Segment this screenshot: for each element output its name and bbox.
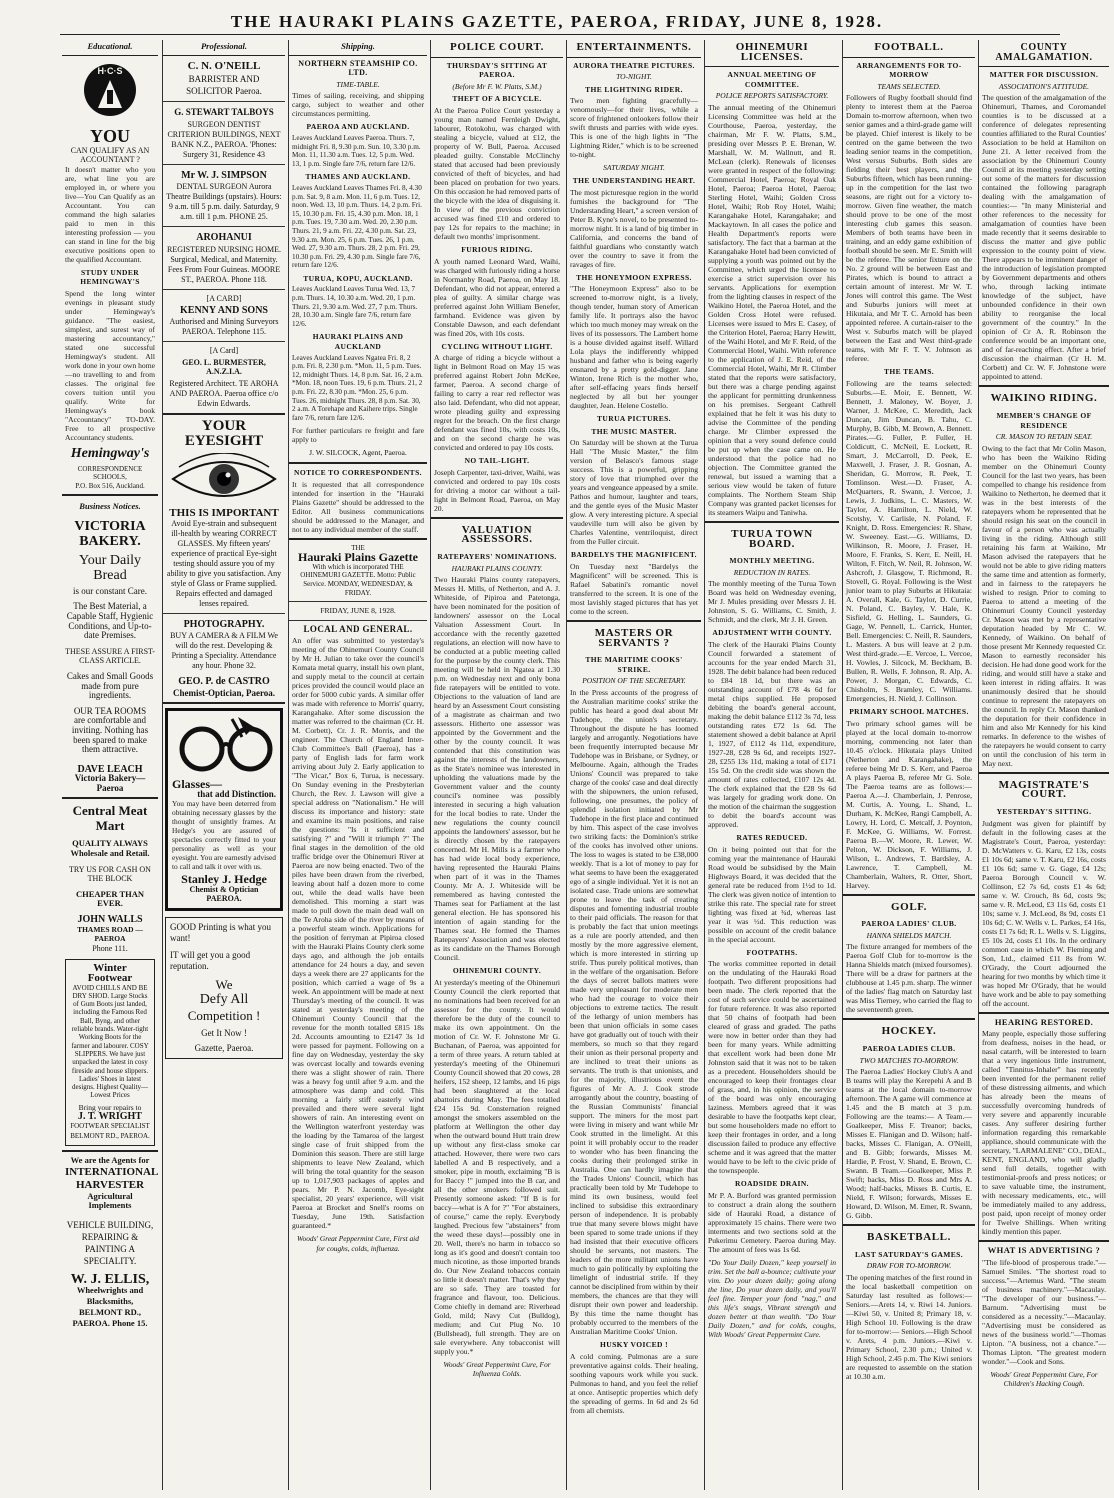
bardelys-body: On Tuesday next "Bardelys the Magnificent" will be screened. This is Rafael Sabatini's romantic novel transferred to the screen. It is one of the most lavishly staged pictures that has yet come to the screen. [570, 561, 698, 616]
amalgamation-heading: COUNTY AMALGAMATION. [979, 40, 1109, 67]
photography: PHOTOGRAPHY. [183, 618, 265, 630]
talboys-sub: SURGEON DENTIST CRITERION BUILDINGS, NEXT BANK N.Z., PAEROA. 'Phones: Surgery 31, Residence 43 [167, 119, 281, 159]
local-general-heading: LOCAL AND GENERAL. [303, 623, 413, 634]
route-hauraki: HAURAKI PLAINS AND AUCKLAND [312, 332, 404, 352]
entertainments-heading: ENTERTAINMENTS. [567, 40, 701, 58]
hemingway-sub: CORRESPONDENCE SCHOOLS, [77, 464, 143, 482]
central-meat-mart: Central Meat Mart [72, 803, 148, 834]
theft-heading: THEFT OF A BICYCLE. [452, 94, 542, 104]
amalgamation-sub: MATTER FOR DISCUSSION. [989, 70, 1099, 80]
qualify-body: It doesn't matter who you are, what line you are employed in, or where you live—You Can Qualify as an Accountant. You can command the high salaries paid to men in this interesting profession — you can stand in line for the big executive positions open to the qualified Accountant. [65, 164, 155, 264]
amalgamation-body: The question of the amalgamation of the Ohinemuri, Thames, and Coromandel counties is to be discussed at a conference of delegates representing counties affiliated to the Rural Counties' Association to be held at Hamilton on June 21. A letter received from the association by the Ohinemuri County Council at its meeting yesterday setting out some of the matters for discussion contained the following paragraph dealing with the amalgamation of counties:— "In many Ministerial and other references to the necessity for amalgamation of counties have been made recently that it seems desirable to discuss the matter and give public expression to the county point of view. There appears to be imminent danger of the introduction of legislation prompted by Government departments and others who, through lacking intimate knowledge of the subject, have unbounded confidence in their own ability to reorganise the local government of the country." In the opinion of Cr A. R. Robinson the conference would be an important one, and of far-reaching effect. After a brief discussion the chairman (Cr H. M. Corbett) and Cr. W. F. Johnstone were appointed to attend. [982, 93, 1106, 382]
eyesight-body: Avoid Eye-strain and subsequent ill-health by wearing CORRECT GLASSES. My fifteen years' experience of practical Eye-sight testing should assure you of my ability to give you satisfaction. Any style of Glass or Frame supplied. Repairs effected and damaged lenses repaired. [166, 518, 282, 608]
footwear-body: AVOID CHILLS AND BE DRY SHOD. Large Stocks of Gum Boots just landed, including the Famous Red Ball, Byng, and other reliable brands. Water-tight Working Boots for the farmer and labourer. COSY SLIPPERS. We have just unpacked the latest in cosy fireside and house slippers. Ladies' Shoes in latest designs. Highest Quality—Lowest Prices [71, 983, 149, 1100]
arohanui-sub: REGISTERED NURSING HOME. Surgical, Medical, and Maternity. Fees From Four Guineas. MOORE ST., PAEROA. Phone 118. [167, 244, 281, 284]
walls-addr: THAMES ROAD — PAEROA [77, 924, 143, 944]
magistrate-sub: YESTERDAY'S SITTING. [996, 806, 1092, 816]
tea-rooms: OUR TEA ROOMS [73, 705, 147, 716]
primary-heading: PRIMARY SCHOOL MATCHES. [849, 706, 969, 716]
turua-sub: MONTHLY MEETING. [729, 556, 815, 566]
hemingway-name: Hemingway's [70, 445, 150, 461]
defy-all: Defy All [199, 992, 249, 1008]
waikino-heading: WAIKINO RIDING. [990, 392, 1098, 405]
timetable-heading: TIME-TABLE. [336, 79, 380, 89]
golf-heading: GOLF. [891, 900, 927, 913]
issue-date: FRIDAY, JUNE 8, 1928. [320, 606, 396, 616]
ellis-sub: Wheelwrights and Blacksmiths, BELMONT RD., PAEROA. Phone 15. [72, 1284, 148, 1328]
licenses-body: The annual meeting of the Ohinemuri Licensing Committee was held at the Courthouse, Paeroa, yesterday, the chairman, Mr F. W. Platts, S.M., presiding over Messrs P. E. Brenan, W. Marshall, W. M. Wallnutt, and R. McLean (clerk). Renewals of licenses were granted in respect of the following: Commercial Hotel, Paeroa; Royal Oak Hotel, Paeroa; Paeroa Hotel, Paeroa; Sterling Hotel, Waihi; Golden Cross Hotel, Waihi; Rob Roy Hotel, Waihi; Karangahake Hotel, Karangahake; and Mackaytown. In all cases the police and Health Department's reports were satisfactory. The fact that a barman at the Karangahake Hotel had been convicted of supplying a youth was pointed out by the Committee, which urged the licensee to exercise a strict supervision over his servants. Applications for exemption from the lighting clauses in respect of the Waikino Hotel, the Paeroa Hotel, and the Golden Cross Hotel were refused. Licenses were issued to Mrs E. Casey, of the Criterion Hotel, Paeroa; Harry Hewitt, of the Waihi Hotel, and Mr F. Reid, of the Commercial Hotel, Waihi. With reference to the application of J. E. Reid, of the Commercial Hotel, Waihi, Mr R. Climber stated that the reports were satisfactory, but there was a charge pending against the applicant for permitting drunkenness on his premises. Sergeant Cathrell explained that he felt it was his duty to advise the Committee of the pending charge. Mr Climber expressed the opinion that a very sound defence could be put up when the case came on. He understood that the police had no objection. The Committee granted the renewal, but issued a warning that a serious view would be taken of future complaints. The Northern Steam Ship Company was granted packet licenses for its steamers Waipu and Taniwha. [708, 102, 836, 517]
rates-body: On it being pointed out that for the coming year the maintenance of Hauraki Road would be subsidised by the Main Highways Board, it was decided that the general rate be reduced from 1½d to 1d. The clerk was given notice of intention to strike this rate. The special rate for street lighting was fixed at ¾d, whereas last year it was ½d. This reduction was possible on account of the credit balance in the special account. [708, 844, 836, 944]
tail-heading: NO TAIL-LIGHT. [464, 456, 530, 466]
valuation-heading: VALUATION ASSESSORS. [461, 523, 533, 546]
honeymoon-heading: THE HONEYMOON EXPRESS. [576, 272, 692, 282]
route-thames: THAMES AND AUCKLAND. [305, 172, 411, 182]
get-it-now: Get It Now ! [201, 1027, 247, 1038]
roadside-heading: ROADSIDE DRAIN. [735, 1179, 809, 1189]
materials: The Best Material, a Capable Staff, Hygienic Conditions, and Up-to-date Premises. [66, 601, 154, 641]
ns-heading: NORTHERN STEAMSHIP CO. LTD. [298, 58, 418, 78]
walls-phone: Phone 111. [92, 943, 128, 953]
kenny-sub: Authorised and Mining Surveyors PAEROA. Telephone 115. [169, 317, 279, 337]
furious-body: A youth named Leonard Ward, Waihi, was charged with furiously riding a horse in Normanby Road, Paeroa, on May 18. Defendant, who did not appear, entered a plea of guilty. A similar charge was preferred against John William Benefer, farmhand. Evidence was given by Constable Dawson, and each defendant was fined 20s, with 10s costs. [434, 256, 560, 338]
schedule-paeroa: Leaves Auckland Leaves Paeroa. Thurs. 7, midnight Fri. 8, 9.30 p.m. Sun. 10, 3.30 p.m. Mon. 11, 11.30 a.m. Tues. 12, 5 p.m. Wed. 13, 1 p.m. Single fare 7/6, return fare 12/6. [292, 133, 421, 168]
cycling-heading: CYCLING WITHOUT LIGHT. [441, 341, 553, 351]
tonight: TO-NIGHT. [616, 72, 652, 82]
ns-body: Times of sailing, receiving, and shipping cargo, subject to weather and other circumstances permitting. [292, 91, 424, 119]
valuation-sub: RATEPAYERS' NOMINATIONS. [437, 551, 557, 561]
golf-sub2: HANNA SHIELDS MATCH. [866, 930, 952, 940]
masthead: THE HAURAKI PLAINS GAZETTE, PAEROA, FRIDAY, JUNE 8, 1928. [230, 12, 884, 31]
column-2 [162, 40, 285, 1490]
turua-body: The monthly meeting of the Turua Town Board was held on Wednesday evening, Mr J. Mules presiding over Messrs J. H. Johnston, S. G. Williams, C. Smith, J. Schmidt, and the clerk, Mr J. H. Green. [708, 579, 836, 625]
masters-sub: THE MARITIME COOKS' STRIKE. [585, 655, 683, 674]
columns [62, 40, 1110, 1492]
basketball-sub: LAST SATURDAY'S GAMES. [854, 1249, 964, 1259]
spectacles-icon [172, 715, 280, 777]
husky-body: A cold coming. Pulmonas are a sure preventative against colds. Their healing, soothing vapours work while you suck. Pulmonas to hand, and you feel the relief at once. Antiseptic properties which defy the spreading of germs. In 6d and 2s 6d from all chemists. [570, 1351, 698, 1415]
printing-line-2: IT will get you a good reputation. [170, 949, 251, 971]
golf-sub: PAEROA LADIES' CLUB. [861, 919, 957, 929]
advertising-body: "The life-blood of prosperous trade."—Samuel Smiles. "The shortest road to success."—Artemus Ward. "The steam of business machinery."—Macaulay. "The developer of our business."—Barnum. "Advertising must be considered as a necessity."—Macaulay. "Advertising must be considered as news of the business world."—Thomas Lipton. "A business, not a chance."—Thomas Lipton. "The greatest modern wonder."—Cook and Sons. [982, 1257, 1106, 1366]
police-before: (Before Mr F. W. Platts, S.M.) [452, 81, 542, 91]
daily-bread: Your Daily Bread [79, 552, 141, 583]
printing-line-1: GOOD Printing is what you want! [170, 921, 271, 943]
route-paeroa: PAEROA AND AUCKLAND. [306, 122, 410, 132]
music-master-heading: THE MUSIC MASTER. [591, 426, 677, 436]
notice-body: It is requested that all correspondence intended for insertion in the "Hauraki Plains Gazette" should be addressed to the Editor. All business communications should be addressed to the Manager, and not to any individual member of the staff. [292, 479, 424, 534]
burmester: GEO. L. BURMESTER, A.N.Z.I.A. [182, 357, 266, 377]
hearing-body: Many people, especially those suffering from deafness, noises in the head, or nasal catarrh, will be interested to learn that a very ingenious little instrument, called "Tinnitus-Inhaler" has recently been invented for the permanent relief of these distressing ailments, and which has already been the means of successfully overcoming hundreds of very severe and apparently incurable cases. Any sufferer desiring further information regarding this remarkable appliance, should communicate with the secretary, "LARMALENE" CO., DEAL, KENT, ENGLAND, who will gladly send full details, together with testimonial-proofs and press notices; or to save valuable time, the instrument, with necessary medicaments, etc., will be immediately mailed to any address, post paid, upon receipt of money order for Twelve Shillings. When writing kindly mention this paper. [982, 1029, 1107, 1237]
teams-selected: TEAMS SELECTED. [877, 81, 941, 91]
route-turua: TURUA, KOPU, AUCKLAND. [303, 273, 413, 283]
column-1 [62, 40, 158, 1490]
rider-heading: THE LIGHTNING RIDER. [585, 84, 683, 94]
magistrate-body: Judgment was given for plaintiff by default in the following cases at the Magistrate's Court, Paeroa, yesterday: D. McWatters v. G. Karu, £2 13s, costs £1 10s 6d; same v. T. Karu, £2 16s, costs £1 10s 6d; same v. G. Gage, £4 12s; Paeroa Borough Council v. W. Collinson, £2 7s 6d, costs £1 4s 6d; same v. W. Crouch, 8s 6d, costs 9s; same v. R. McLeod, £3 11s 6d, costs £1 10s; same v. J. McLeod, 8s 9d, costs £1 10s 6d; C. W. Wells v. L. Parkes, £4 16s, costs £1 7s 6d; R. L. Wells v. S. Liggins, £5 10s 2d, costs £1 10s. In the ordinary common case in which W. Fleming and Son, Ltd., claimed £11 8s from W. O'Grady, the Court adjourned the hearing for two months by which time it was hoped Mr O'Grady, that he would have work and be able to pay something off the account. [982, 818, 1106, 1008]
column-5 [566, 40, 701, 1490]
talboys: G. STEWART TALBOYS [174, 107, 274, 118]
daily-bread-sub: is our constant Care. [73, 585, 147, 596]
hockey-sub2: TWO MATCHES TO-MORROW. [859, 1055, 959, 1065]
column-3 [288, 40, 427, 1490]
basketball-body: The opening matches of the first round in the local basketball competition on Saturday last resulted as follows:— Seniors.—Arets 14, v. Riwi 14. Juniors.—Kiwi 50, v. United 8; Primary 18, v. High School 10. Following is the draw for to-morrow:— Seniors.—High School v. Arets, 4 p.m. Juniors.—Kiwi v. Primary School, 2.30 p.m.; United v. High School, 2.45 p.m. The Kiwi seniors are requested to assemble on the station at 10.30 a.m. [846, 1272, 972, 1381]
primary-body: Two primary school games will be played at the local domain to-morrow morning, commencing not later than 10.45 o'clock. Hikutaia plays United (Netherton and Karangahake), the referee being Mr D. S. Kerr, and Paeroa A plays Paeroa B, referee Mr G. Sole. The Paeroa teams are as follows:— Paeroa A.—J. Chamberlain, J. Penrose, M. Curtis, A. Young, L. Shand, L. Durham, K. McKee, Rangi Campbell, A. Lowry, H. Lord, C. Metcalf, J. Poynton, F. McKee, G. Williams, W. Forrest. Paeroa B.—W. Moore, R. Lewer, W. Pelton, W. Dickson, F. Williams, J. Wilson, L. Andrews, T. Bardsley, A. Lawrence, T. Campbell, M. Chamberlain, Walters, R. Otter, Short, Harvey. [846, 718, 972, 890]
repairs: Bring your repairs to [78, 1102, 142, 1112]
simpson: Mr W. J. SIMPSON [181, 169, 267, 181]
glasses-body: You may have been deterred from obtaining necessary glasses by the thought of unsightly frames. At Hedge's you are assured of spectacles correctly fitted to your personality as well as your eyesight. You are earnestly advised to call and talk it over with us. [172, 799, 276, 872]
oneill: C. N. O'NEILL [187, 59, 261, 72]
printing-ad [165, 917, 283, 1059]
arohanui: AROHANUI [196, 232, 252, 244]
further-particulars: For further particulars re freight and fare apply to [292, 426, 424, 445]
footpaths-body: The works committee reported in detail on the undulating of the Hauraki Road footpath. Two different propositions had been made. The clerk reported that the cost of such service could be ascertained for future reference. It was also reported that 50 chains of footpath had been cleared of grass and graded. The paths were now in better order than they had been for many years. While admitting that excellent work had been done Mr Johnston said that it was not to be taken as a precedent. Householders should be encouraged to keep their frontages clear of grass, and, in his opinion, the service of the board was only encouraging laziness. Members agreed that it was desirable to have the footpaths kept clear, but some householders made no effort to keep their frontages in order, and a long discussion failed to produce any effective scheme and it was agreed that the matter would have to be left to the civic pride of the townspeople. [708, 959, 836, 1176]
hockey-heading: HOCKEY. [881, 1025, 937, 1038]
local-general-body: An offer was submitted to yesterday's meeting of the Ohinemuri County Council by Mr H. Julian to take over the council's Komata metal quarry, install his own plant, and supply metal to the council at certain prices provided the council would place an order for 5000 cubic yards. A similar offer was made with reference to Morris' quarry, Karangahake. After some discussion the matter was referred to the chairman (Cr. H. M. Corbett), Cr. J. R. Morris, and the engineer. The Church of England Inter-Club Committee's Ball (Paeroa), has a party of English lads for farm work arriving about July 2. Early application to "The Vicar," Box 6, Turua, is necessary. On Sunday evening in the Presbyterian Church, the Rev. J. Lawson will give a special address on "Nationalism." He will discuss its importance and history: state and examine its main positions, and raise the questions: "Is it sufficient and satisfying ?" and "Will it triumph ?" The final stages in the demolition of the old traffic bridge over the Ohinemuri River at Paeroa are now being enacted. Two of the piles have been drawn from the riverbed, leaving about half a dozen more to come out, while the dead walls have been demolished. This morning a start was made to pull down the main dead wall on the Te Aroha side of the river by means of a powerful steam winch. Applications for the position of ferryman at Pipiroa closed with the Hauraki Plains County clerk some days ago, and although the job entails attendance for 24 hours a day, and seven days a week there are 27 applicants for the position, which carried a wage of 9s a week. An appointment will be made at next Thursday's meeting of the council. It was stated at yesterday's meeting of the Ohinemuri County Council that the revenue for the month totalled £815 18s 2d. Accounts amounting to £2147 3s 1d were passed for payment. Following on a fine day on Wednesday, yesterday the sky was overcast locally and towards evening there was a slight shower of rain. There was a heavy fog until after 9 a.m. and the atmosphere was damp and cold. This morning a fairly stiff easterly wind prevailed and there were several light showers of rain. An interesting event on the Wellington waterfront yesterday was the loading by the Tamaroa of the largest single case of fruit shipped from the Dominion this season. There are still large shipments to leave New Zealand, which will bring the total quantity for the season up to 1,017,903 packages of apples and pears. Mr P. N. Jacomb, Eye-sight specialist, 20 years' experience, will visit Paeroa at Brocket and Snell's rooms on Tuesday, June 19th. Satisfaction guaranteed.* [292, 636, 425, 1231]
study-heading: STUDY UNDER HEMINGWAY'S [80, 267, 140, 287]
rates-heading: RATES REDUCED. [736, 832, 808, 842]
wholesale: Wholesale and Retail. [70, 848, 150, 859]
column-7 [842, 40, 975, 1490]
hearing-heading: HEARING RESTORED. [994, 1016, 1094, 1027]
furious-heading: FURIOUS RIDING. [461, 244, 533, 254]
agri: Agricultural Implements [87, 1190, 133, 1211]
tail-body: Joseph Carpenter, taxi-driver, Waihi, was convicted and ordered to pay 10s costs for driving a motor car without a tail-light in Belmont Road, Paeroa, on May 20. [434, 467, 560, 513]
basketball-heading: BASKETBALL. [867, 1231, 951, 1244]
licenses-sub2: POLICE REPORTS SATISFACTORY. [715, 91, 829, 101]
hcs-logo-icon [77, 60, 143, 122]
the-label: THE [351, 543, 365, 552]
husky-heading: HUSKY VOICED ! [600, 1339, 668, 1349]
bardelys-heading: BARDELYS THE MAGNIFICENT. [571, 550, 697, 560]
turua-sub2: REDUCTION IN RATES. [733, 567, 811, 577]
cheaper: CHEAPER THAN EVER. [75, 888, 145, 909]
woods-ad-8: Woods' Great Peppermint Cure, For Children's Hacking Cough. [990, 1369, 1098, 1389]
burmester-sub: Registered Architect. TE AROHA AND PAEROA. Paeroa office c/o Edwin Edwards. [169, 378, 279, 408]
paper-sub: With which is incorporated THE OHINEMURI GAZETTE. Motto: Public Service. MONDAY, WEDNESDAY, & FRIDAY. [300, 562, 416, 597]
vehicle: VEHICLE BUILDING, REPAIRING & PAINTING A SPECIALITY. [66, 1219, 154, 1266]
agents: We are the Agents for [70, 1155, 150, 1166]
daily-dozen: "Do Your Daily Dozen," keep yourself in trim. Set the ball a-bounce; cultivate your vim. Do your dozen daily; going along the line, Do your dozen daily, and you'll feel fine. Temper your fond "nag," and this life's snags, Vibrant strength and dozen better at than wealth. "Do Your Daily Dozen," and for colds, coughs, With Woods' Great Peppermint Cure. [708, 1257, 836, 1339]
column-4 [430, 40, 563, 1490]
quality: QUALITY ALWAYS [72, 838, 148, 849]
honeymoon-body: "The Honeymoon Express" also to be screened to-morrow night, is a lively, though tender, human story of American family life. It portrays also the havoc which too much money may wreak on the lives of its possessors. The Lambert home is a house divided against itself. Willard Lola plays the indifferently whipped husband and father who is being eagerly ensnared by a pretty gold-digger. Jane Winton, Irene Rich is the mother who, after self-effacing years finds herself neglected by all but her younger daughter, Jean. Helene Costello. [570, 284, 698, 411]
this-is-important: THIS IS IMPORTANT [169, 506, 279, 519]
qualify-heading: CAN QUALIFY AS AN ACCOUNTANT ? [70, 145, 150, 165]
hemingway-addr: P.O. Box 516, Auckland. [75, 481, 145, 490]
music-master-body: On Saturday will be shown at the Turua Hall "The Music Master," the film version of Belasco's famous stage success. This is a powerful, gripping story of love that triumphed over the years and vengeance appeased by a smile. Pathos and humour, laughter and tears, and the gentle eyes of the Music Master glow. A very interesting picture. A special vaudeville turn will also be given by Charles Valentine, ventriloquist, direct from the Fuller circuit. [570, 438, 698, 547]
police-court-heading: POLICE COURT. [431, 40, 563, 58]
ellis: W. J. ELLIS, [70, 1271, 150, 1287]
woods-ad-3: Woods' Great Peppermint Cure, First aid for coughs, colds, influenza. [297, 1234, 419, 1253]
footpaths-heading: FOOTPATHS. [746, 947, 798, 957]
waikino-sub2: CR. MASON TO RETAIN SEAT. [995, 432, 1093, 442]
leach-sub: Victoria Bakery—Paeroa [74, 773, 146, 793]
woods-ad-4: Woods' Great Peppermint Cure, For Influenza Colds. [443, 1359, 551, 1379]
glasses-ad [165, 708, 283, 911]
competition: Competition ! [187, 1008, 261, 1024]
schedule-hauraki: Leaves Auckland Leaves Ngatea Fri. 8, 2 p.m. Fri. 8, 2.30 p.m. *Mon. 11, 5 p.m. Tues. 12, midnight Thurs. 14, 8 p.m. Sat. 16, 2 a.m. *Mon. 18, noon Tues. 19, 6 p.m. Thurs. 21, 2 p.m. Fri. 22, 8.30 p.m. *Mon. 25, 6 p.m. Tues. 26, midnight Thurs. 28, 8 p.m. Sat. 30, 2 a.m. A Torehape and Kaihere trips. Single fare 7/6, return fare 12/6. [292, 353, 423, 422]
football-sub: ARRANGEMENTS FOR TO-MORROW [856, 60, 962, 80]
de-castro: GEO. P. de CASTRO [178, 676, 270, 688]
licenses-heading: OHINEMURI LICENSES. [705, 40, 839, 67]
card-label: [A CARD] [206, 293, 242, 303]
advertising-heading: WHAT IS ADVERTISING ? [987, 1245, 1101, 1256]
hedge: Stanley J. Hedge [181, 872, 267, 887]
hcs-logo-text: H·C·S [97, 65, 123, 76]
column-6 [704, 40, 839, 1490]
notice-heading: NOTICE TO CORRESPONDENTS. [294, 467, 422, 477]
amalgamation-sub2: ASSOCIATION'S ATTITUDE. [998, 81, 1090, 91]
roadside-body: Mr P. A. Burford was granted permission to construct a drain along the southern side of Hauraki Road, a distance of approximately 15 chains. There were two interments and two sections sold at the Pukerimu Cemetery. Paeroa during May. The amount of fees was 1s 6d. [708, 1190, 836, 1254]
valuation-body: Two Hauraki Plains county ratepayers, Messrs H. Mills, of Netherton, and A. J. Whiteside, of Pipiroa and Patetonga, have been nominated for the position of landowners' assessor on the Local Valuation Assessment Court. In accordance with the recently gazetted regulations, an election will now have to be conducted at a public meeting called for the purpose by the county clerk. This meeting will be held in Ngatea at 1.30 p.m. on Wednesday next and only bona fide ratepayers will be entitled to vote. Objections to the valuation of land are heard by an Assessment Court consisting of a magistrate as chairman and two assessors. Hitherto one assessor was appointed by the Government and the other by the county council. It was contended that this constitution was against the interests of the landowners, as the State's nominee was interested in upholding the valuations made by the Government valuer and the county council's nominee was possibly interested in securing a high valuation for the local bodies to rate. Under the new regulations the county council appoints the landowners' assessor, but he is directly chosen by the ratepayers concerned. Mr H. Mills is a farmer who has had wide local body experience, having represented the Hauraki Plains when part of it was in the Thames County. Mr A. J. Whiteside will be remembered as having contested the Thames seat for Parliament at the last general election. He has sponsored his intention of again standing for the Thames seat. He formed the Thames Ratepayers' Association and was elected as its candidate on the Thames Borough Council. [434, 575, 560, 963]
winter-footwear: Winter Footwear [87, 962, 133, 984]
victoria-bakery: VICTORIA BAKERY. [74, 518, 146, 549]
turua-heading: TURUA TOWN BOARD. [731, 527, 813, 550]
simpson-sub: DENTAL SURGEON Aurora Theatre Buildings (upstairs). Hours: 9 a.m. till 5 p.m. daily. Saturday, 9 a.m. till 1 p.m. PHONE 25. [166, 182, 282, 222]
hockey-body: The Paeroa Ladies' Hockey Club's A and B teams will play the Kerepehi A and B teams at the local domain to-morrow afternoon. The A game will commence at 1.45 and the B match at 3 p.m. Following are the teams:— A Team.—Goalkeeper, Miss F. Treanor; backs, Misses E. Flanigan and D. Wilson; half-backs, Misses C. Flanigan, A. O'Neill, and B. Gibb; forwards, Misses M. Hardie, P. Frost, V. Shand, E. Brown, C. Swann. B Team.—Goalkeeper, Miss P. Swift; backs, Miss D. Ross and Mrs A. Wood; half-backs, Misses B. Curtis, E. Nield, F. Wilson; forwards, Misses E. Howard, D. Wilson, M. Emer, R. Swann, G. Gibb. [846, 1067, 972, 1221]
section-educational: Educational. [62, 40, 158, 56]
oneill-sub: BARRISTER AND SOLICITOR Paeroa. [186, 74, 262, 97]
study-body: Spend the long winter evenings in pleasant study under Hemingway's guidance. "The easiest, simplest, and surest way of mastering accountancy," stated one successful Hemingway's student. All work done in your own home—no travelling to and from classes. The original fee covers tuition until you qualify. Write for Hemingway's book "Accountancy" TO-DAY. Free to all prospective Accountancy students. [65, 288, 155, 442]
we: We [215, 976, 233, 992]
masthead-rule [60, 34, 1060, 35]
football-body: Followers of Rugby football should find plenty to interest them at the Paeroa Domain to-morrow afternoon, when two senior games and a third-grade game will be played. Chief interest is likely to be centred on the game between the two leading senior teams in the competition, West versus Suburbs. Both sides are fielding their best players, and the Suburbs fifteen, which has been running-up in the competition for the last two seasons, are right out for a victory to-morrow. Given fine weather, the match should prove to be one of the most interesting club games this season. Members of both teams have been in training, and an eddy game exhibition of football should be seen. Mr E. Smith will be the referee. The senior fixture on the No. 2 ground will be between East and Pirates, which is bound to attract a certain amount of interest. Mr W. T. Jones will control this game. The West and Suburbs juniors will meet at Hikutaia, and Mr T. C. Arnold has been appointed referee. A curtain-raiser to the West v. Suburbs match will be played between the East and West third-grade teams, with Mr F. T. V. Johnson as referee. [846, 93, 972, 364]
masters-heading: MASTERS OR SERVANTS ? [594, 626, 674, 649]
wright-sub: FOOTWEAR SPECIALIST BELMONT RD., PAEROA. [70, 1121, 150, 1140]
basketball-sub2: DRAW FOR TO-MORROW. [866, 1261, 952, 1271]
ohinemuri-heading: OHINEMURI COUNTY. [452, 966, 542, 976]
silcock: J. W. SILCOCK, Agent, Paeroa. [309, 448, 407, 458]
paper-title: Hauraki Plains Gazette [298, 550, 418, 565]
you-heading: YOU [90, 125, 130, 146]
kenny: KENNY AND SONS [180, 304, 268, 316]
magistrate-heading: MAGISTRATE'S COURT. [998, 778, 1090, 801]
understanding-body: The most picturesque region in the world furnishes the background for "The Understanding Heart," a screen version of Peter B. Kyne's novel, to be presented to-morrow night. It is a land of big timber in California, and concerns the band of faithful guardians who constantly watch over the country to save it from the ravages of fire. [570, 187, 698, 269]
de-castro-sub: Chemist-Optician, Paeroa. [172, 687, 276, 698]
theft-body: At the Paeroa Police Court yesterday a young man named Fernleigh Dwight, labourer, Rotokohu, was charged with stealing a bicycle, valued at £12, the property of W. Bull, Paeroa. Accused pleaded guilty. Constable McClinchy stated that accused had been previously convicted of theft of bicycles, and had been placed on probation for two years. On this occasion he had removed parts of the bicycle with the idea of disguising it. In view of the previous conviction accused was fined £10 and ordered to pay 12s for repairs to the machine; in default two months' imprisonment. [434, 105, 560, 241]
hedge-sub: Chemist & Optician PAEROA. [189, 884, 259, 904]
photography-body: BUY A CAMERA & A FILM We will do the rest. Developing & Printing a Speciality. Attendance any hour. Phone 32. [170, 631, 278, 671]
saturday: SATURDAY NIGHT. [603, 163, 665, 173]
dave-leach: DAVE LEACH [77, 763, 143, 775]
column-8 [978, 40, 1109, 1490]
football-heading: FOOTBALL. [843, 40, 975, 58]
your-eyesight: YOUR EYESIGHT [184, 417, 264, 449]
ohinemuri-body: At yesterday's meeting of the Ohinemuri County Council the clerk reported that no nominations had been received for an assessor for the county. It would therefore be the duty of the council to make its own appointment. On the motion of Cr. W. F. Johnstone Mr G. Buchanan, of Paeroa, was appointed for a term of three years. A return tabled at yesterday's meeting of the Ohinemuri County Council showed that 20 cows, 28 heifers, 152 sheep, 12 lambs, and 16 pigs had been slaughtered at the local abattoirs during May. The fees totalled £24 15s 9d. Consternation reigned amongst the smokers assembled on the platform at Wellington the other day when the outward bound Hutt train drew up without any first-class smoke car attached. However, there were two cars labelled A and B respectively, and a smoker, pipe in mouth, exclaiming "B is for Baccy !" jumped into the B car, and all the other smokers followed suit. Presently someone asked: "If B is for baccy—what is A for ?" "For abstainers, of course," came the reply. Everybody laughed. Precious few "abstainers" from the weed these days!—possibly one in 20. Well, there's no harm in tobacco so long as it's good and doesn't contain too much nicotine, as those imported brands do. Our New Zealand tobaccos contain so little it doesn't matter. That's why they are so safe. They are toasted for fragrance and flavour, too. Delicious. Come chiefly in demand are: Riverhead Gold, mild; Navy Cut (Bulldog), medium; and Cut Plug No. 10 (Bullshead), full strength. They are on sale everywhere. Any tobacconist will supply you.* [434, 977, 560, 1356]
gazette-paeroa: Gazette, Paeroa. [194, 1043, 254, 1054]
masters-body: In the Press accounts of the progress of the Australian maritime cooks' strike the public has heard a good deal about Mr Tudehope, the union's secretary. Throughout the dispute he has loomed largely and arrogantly. Negotiations have been frequently interrupted because Mr Tudehope was in Brisbane, or Sydney, or Melbourne. Again, although the Trades Unions' Council was prepared to take charge of the cooks' case and deal directly with the shipowners, the union refused, following, one presumes, the policy of splendid isolation initiated by Mr Tudehope in the first place and continued by him. This aspect of the case involves two striking facts: the Dominion's strike of the cooks has involved other unions. The loss to wages is stated to be £38,000 weekly. That is a lot of money to pay for what seems to have been the exaggerated ego of a single individual. Yet it is not an isolated case. Trade unions are somewhat prone to leave the task of creating disputes and fomenting industrial trouble to their paid officials. The reason for that is probably the fact that union meetings as a rule are poorly attended, and then mostly by the more aggressive element, which is more interested in stirring up strife. Thus purely political motives, than in the welfare of the organisation. Before the days of secret ballots matters were made very unpleasant for moderate men who had the courage to voice their objections to extreme tactics. The result of the lethargy of union members has been that union officials in some cases have got gradually out of touch with their members, so much so that they regard their union as their personal property and are inclined to treat their unions as servants. The truth is that unionists, and for the majority, illustrious event the figures of Mr A. J. Cook strode arrogantly about the country, boasting of the Russian Communists' financial support. The miners for the most part were living in misery and want while Mr Cook strutted in the limelight. At this point it will probably occur to the reader to wonder who has been financing the cooks during their prolonged strike in Australia. One can hardly imagine that the Trades Unions' Council, which has practically been told by Mr Tudehope to mind its own business, would feel inclined to subsidise this extraordinary person of independence. It is probably true that many severe blows might have been spared to some trade unions if they had insisted that their executive officers should be servants, not masters. The leaders of the more militant unions have much to gain politically by exploiting the limelight of industrial strife. If they cannot be disciplined from within by their members, the chances are that they will disrupt their own power and leadership. By this time the name thought has probably occurred to the members of the Australian Maritime Cooks' Union. [570, 687, 698, 1336]
wright: J. T. WRIGHT [78, 1111, 142, 1123]
tea-body: are comfortable and inviting. Nothing has been spared to make them attractive. [71, 715, 149, 755]
the-teams-heading: THE TEAMS. [883, 367, 935, 377]
waikino-body: Owing to the fact that Mr Colin Mason, who has been the Waikino Riding member on the Ohinemuri County Council for the last two years, has been compelled to change his residence from Waikino to Netherton, he deemed that it was in the best interests of the ratepayers whom he represented that he should resign his seat on the council in favour of a person who was actually living in the riding. Although still retaining his farm at Waikino, Mr Mason advised the ratepayers that he would not be able to give riding matters the same time and attention as formerly, and in fairness to the ratepayers he wished to resign. Prior to coming to Paeroa to attend a meeting of the Ohinemuri County Council yesterday Cr. Mason was met by a representative deputation headed by Mr C. W. Kennedy, of Waikino. On behalf of those present Mr Kennedy requested Cr. Mason to earnestly reconsider his decision. He had done good work for the riding, and would still have a stake and keen interest in riding affairs. It was unanimously desired that he should continue to represent the ratepayers on the council. In reply Cr. Mason thanked the deputation for their confidence in him and also Mr Kennedy for his kind remarks. In deference to the wishes of the ratepayers he would consent to carry on until the conclusion of his term in May next. [982, 443, 1106, 768]
john-walls: JOHN WALLS [77, 914, 143, 926]
section-shipping: Shipping. [289, 40, 427, 56]
aurora-heading: AURORA THEATRE PICTURES. [573, 60, 695, 70]
adjustment-body: The clerk of the Hauraki Plains County Council forwarded a statement of accounts for the year ended March 31, 1928. The debit balance had been reduced to £84 18 1d, but there was an outstanding account of £78 4s 6d for metal chips supplied. He proposed debiting the board's general account, making the debit balance £112 3s 7d, less outstanding rates £72 1s 6d. The statement showed a debit balance at April 1, 1927, of £112 4s 11d, expenditure, 1927-28, £28 9s 6d, and receipts 1927-28, £255 13s 11d, making a total of £171 15s 5d. On the credit side was shown the amount of rates collected, £107 12s 4d. The clerk explained that the £28 9s 6d was largely for grading work done. On the motion of the chairman the suggestion to debit the board's account was approved. [708, 639, 836, 829]
rider-body: Two men fighting gracefully—venomously—for their lives, while a score of frightened onlookers follow their swift thrusts and parries with wide eyes. This is one of the high lights in "The Lightning Rider," which is to be screened to-night. [570, 96, 698, 160]
section-business: Business Notices. [79, 501, 141, 512]
hockey-sub: PAEROA LADIES CLUB. [862, 1043, 956, 1053]
first-class: THESE ASSURE A FIRST-CLASS ARTICLE. [65, 646, 155, 666]
cakes: Cakes and Small Goods made from pure ingredients. [66, 670, 154, 701]
glasses-sub: that add Distinction. [197, 788, 276, 799]
schedule-thames: Leaves Auckland Leaves Thames Fri. 8, 4.30 p.m. Sat. 9, 8 a.m. Mon. 11, 6 p.m. Tues. 12, noon. Wed. 13, 10 p.m. Thurs. 14, 2 p.m. Fri. 15, 10.30 p.m. Fri. 15, 4.30 p.m. Mon. 18, 1 p.m. Tues. 19, 7.30 a.m. Wed. 20, 2.30 p.m. Thurs. 21, 9 a.m. Fri. 22, 4.30 p.m. Sat. 23, 9.30 a.m. Mon. 25, 6 p.m. Tues. 26, 1 p.m. Wed. 27, 9.30 a.m. Thurs. 28, 2 p.m. Fri. 29, 10.30 p.m. Fri. 29, 4.30 p.m. Single fare 7/6, return fare 12/6. [292, 183, 422, 270]
police-sub: THURSDAY'S SITTING AT PAEROA. [446, 60, 548, 80]
cycling-body: A charge of riding a bicycle without a light in Belmont Road on May 15 was preferred against Robert John McKee, farmer, Paeroa. A second charge of failing to carry a rear red reflector was also laid. Defendant, who did not appear, wrote pleading guilty and expressing regret for the breach. On the first charge defendant was fined 10s, with costs 10s, and on the second charge he was convicted and ordered to pay 10s costs. [434, 353, 560, 453]
card-label-2: [A Card] [209, 346, 239, 356]
waikino-sub: MEMBER'S CHANGE OF RESIDENCE [996, 410, 1092, 430]
international-harvester: INTERNATIONAL HARVESTER [65, 1165, 158, 1191]
understanding-heading: THE UNDERSTANDING HEART. [572, 175, 696, 185]
try-us: TRY US FOR CASH ON THE BLOCK [69, 864, 151, 884]
section-professional: Professional. [163, 40, 285, 56]
eye-icon [166, 453, 282, 505]
licenses-sub: ANNUAL MEETING OF COMMITTEE. [727, 70, 817, 89]
turua-pictures-heading: TURUA PICTURES. [597, 414, 671, 424]
teams-body: Following are the teams selected: Suburbs.—E. Moir, E. Bennett, W. Bennett, J. Maloney, W. Boyer, J. Warner, J. McKee, C. Meredith, Jack Duncan, Jim Duncan, B. Tahu, C. Murphy, B. Gibb, M. Brown, A. Bennett. Pirates.—G. Fuller, P. Fuller, H. Coldicutt, C. McNeil, E. Lockett, R. Smart, J. McCarroll, D. Peek, E. Maxwell, J. Fraser, J. R. Gosnan, A. Sheridan, G. Morrow, R. Peek, T. Tomlinson. West.—D. Fraser, A. McQuarters, R. Swann, J. Vercoe, J. Lewis, J. Judkins, L. C. Masters, W. Taylor, A. Hamilton, L. Nield, W. Scotshy, V. Carlisle, N. Poland, F. Knight, D. Ross. Emergencies: R. Shaw, W. Sweeney. East.—G. Williams, D. Wilkinson, R. Moore, J. Fraser, H. Moore, F. Franks, S. Kerr, E. Neill, H. Wilton, F. Fitch, W. Neil, R. Johnson, W. Ashcroft, J. Glasgow, T. Richmond, R. Stovell, G. Royal. Following is the West junior team to play Suburbs at Hikutaia: A. Overall, Kale, G. Taylor, D. Currie, N. Poland, C. Bayley, V. Hale, K. Sisfield, G. Helling, L. Saunders, G. Gage, W. Pennell, L. Carrick, Hunter, Bell. Emergencies: C. Neill, R. Saunders, L. Masters. A bus will leave at 2 p.m. West third-grade.—E. Vercoe, L. Vercoe, H. Vowles, J. Silcock, M. Beckham, B. Bullen, R. Wells, F. Johnson, R. Alp, A. Power, J. Morgan, C. Edwards, C. Chisholm, S. Bramley, C. Williams. Emergencies, H. Nield, J. Collinson. [846, 378, 972, 703]
masters-sub2: POSITION OF THE SECRETARY. [582, 676, 686, 686]
adjustment-heading: ADJUSTMENT WITH COUNTY. [712, 628, 832, 638]
schedule-turua: Leaves Auckland Leaves Turua Wed. 13, 7 p.m. Thurs. 14, 10.30 a.m. Wed. 20, 1 p.m. Thurs. 21, 9.30 a.m. Wed. 27, 7 p.m. Thurs. 28, 10.30 a.m. Single fare 7/6, return fare 12/6. [292, 285, 418, 328]
valuation-sub2: HAURAKI PLAINS COUNTY. [451, 563, 543, 573]
footwear-ad [65, 959, 155, 1146]
golf-body: The fixture arranged for members of the Paeroa Golf Club for to-morrow is the Hanna Shields match (mixed foursomes). There will be a draw for partners at the clubhouse at 1.45 p.m. sharp. The winner of the ladies' flag match on Saturday last was Miss Tierney, who carried the flag to the seventeenth green. [846, 942, 972, 1015]
glasses-heading: Glasses— [172, 776, 223, 791]
